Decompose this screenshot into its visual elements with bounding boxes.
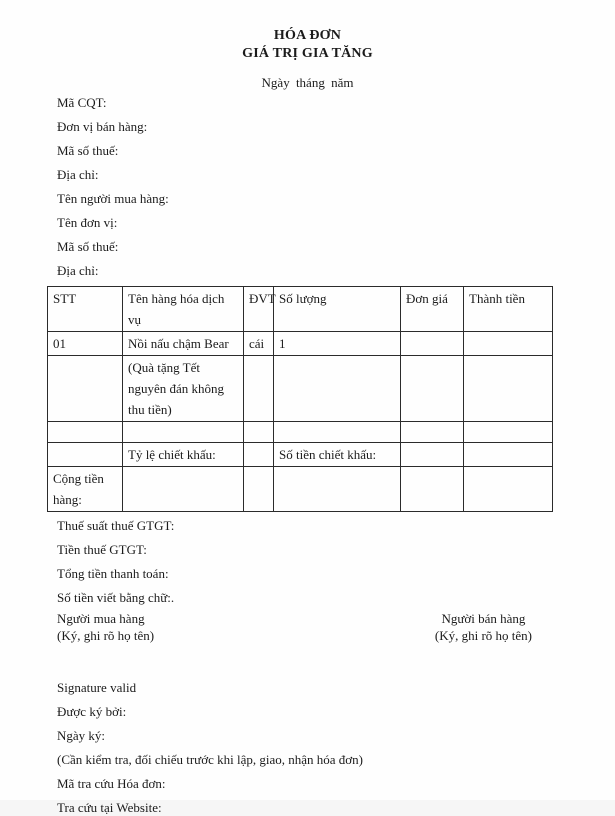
lookup-website-line: Tra cứu tại Website:: [57, 800, 162, 815]
cell-empty: [244, 422, 274, 443]
cell-gift-unit: [244, 356, 274, 422]
cell-item-stt: 01: [48, 332, 123, 356]
cell-empty: [401, 422, 464, 443]
grand-total-line: Tổng tiền thanh toán:: [57, 566, 169, 581]
subtotal-row: [48, 467, 553, 512]
seller-signature-note: (Ký, ghi rõ họ tên): [434, 628, 532, 643]
invoice-title-block: [47, 27, 568, 63]
cell-item-price: [401, 332, 464, 356]
empty-row: [48, 422, 553, 443]
signature-section: [47, 610, 615, 644]
gift-note-row: [48, 356, 553, 422]
cell-empty: [123, 422, 244, 443]
field-don-vi-ban-hang: Đơn vị bán hàng:: [57, 119, 148, 134]
vat-rate-line: Thuế suất thuế GTGT:: [57, 518, 175, 533]
table-header-row: [48, 287, 553, 332]
field-ten-nguoi-mua-hang: Tên người mua hàng:: [57, 191, 169, 206]
cell-discount-price: [401, 443, 464, 467]
digital-signature-footer: [47, 679, 615, 816]
cell-gift-price: [401, 356, 464, 422]
cell-subtotal-amount: [464, 467, 553, 512]
discount-row: [48, 443, 553, 467]
party-fields-section: [47, 94, 615, 279]
signature-valid-text: Signature valid: [57, 680, 137, 695]
cell-gift-qty: [274, 356, 401, 422]
invoice-subtitle: GIÁ TRỊ GIA TĂNG: [242, 46, 373, 61]
cell-discount-total: [464, 443, 553, 467]
field-ma-so-thue-buyer: Mã số thuế:: [57, 239, 119, 254]
seller-signature-title: Người bán hàng: [441, 611, 526, 626]
cell-empty: [48, 422, 123, 443]
cell-subtotal-label: Cộng tiền hàng:: [48, 467, 123, 512]
amount-in-words-line: Số tiền viết bằng chữ:.: [57, 590, 175, 605]
col-header-dvt: ĐVT: [244, 287, 274, 332]
seller-signature-block: [435, 610, 532, 644]
invoice-date-line: Ngày tháng năm: [261, 75, 354, 90]
cell-discount-stt: [48, 443, 123, 467]
cell-subtotal-price: [401, 467, 464, 512]
col-header-ten-hang: Tên hàng hóa dịch vụ: [123, 287, 244, 332]
cell-item-unit: cái: [244, 332, 274, 356]
cell-item-name: Nồi nấu chậm Bear: [123, 332, 244, 356]
cell-empty: [274, 422, 401, 443]
field-dia-chi-seller: Địa chỉ:: [57, 167, 99, 182]
cell-discount-unit: [244, 443, 274, 467]
col-header-don-gia: Đơn giá: [401, 287, 464, 332]
field-ma-cqt: Mã CQT:: [57, 95, 107, 110]
cell-subtotal-unit: [244, 467, 274, 512]
sign-date-line: Ngày ký:: [57, 728, 106, 743]
cell-gift-note: (Quà tặng Tết nguyên đán không thu tiền): [123, 356, 244, 422]
buyer-signature-title: Người mua hàng: [57, 611, 145, 626]
buyer-signature-block: [57, 610, 154, 644]
field-dia-chi-buyer: Địa chỉ:: [57, 263, 99, 278]
cell-subtotal-name: [123, 467, 244, 512]
col-header-thanh-tien: Thành tiền: [464, 287, 553, 332]
totals-section: [47, 517, 615, 606]
cell-gift-amount: [464, 356, 553, 422]
cell-item-amount: [464, 332, 553, 356]
cell-discount-rate-label: Tỷ lệ chiết khấu:: [123, 443, 244, 467]
items-table: [47, 286, 553, 512]
buyer-signature-note: (Ký, ghi rõ họ tên): [57, 628, 155, 643]
col-header-so-luong: Số lượng: [274, 287, 401, 332]
item-row: [48, 332, 553, 356]
field-ma-so-thue-seller: Mã số thuế:: [57, 143, 119, 158]
cell-empty: [464, 422, 553, 443]
vat-amount-line: Tiền thuế GTGT:: [57, 542, 147, 557]
cell-gift-stt: [48, 356, 123, 422]
cell-item-qty: 1: [274, 332, 401, 356]
signed-by-line: Được ký bởi:: [57, 704, 127, 719]
cell-subtotal-qty: [274, 467, 401, 512]
col-header-stt: STT: [48, 287, 123, 332]
cell-discount-amount-label: Số tiền chiết khấu:: [274, 443, 401, 467]
invoice-lookup-code-line: Mã tra cứu Hóa đơn:: [57, 776, 166, 791]
field-ten-don-vi: Tên đơn vị:: [57, 215, 118, 230]
verification-note: (Cần kiểm tra, đối chiếu trước khi lập, giao, nhận hóa đơn): [57, 752, 363, 767]
invoice-title: HÓA ĐƠN: [273, 28, 342, 43]
